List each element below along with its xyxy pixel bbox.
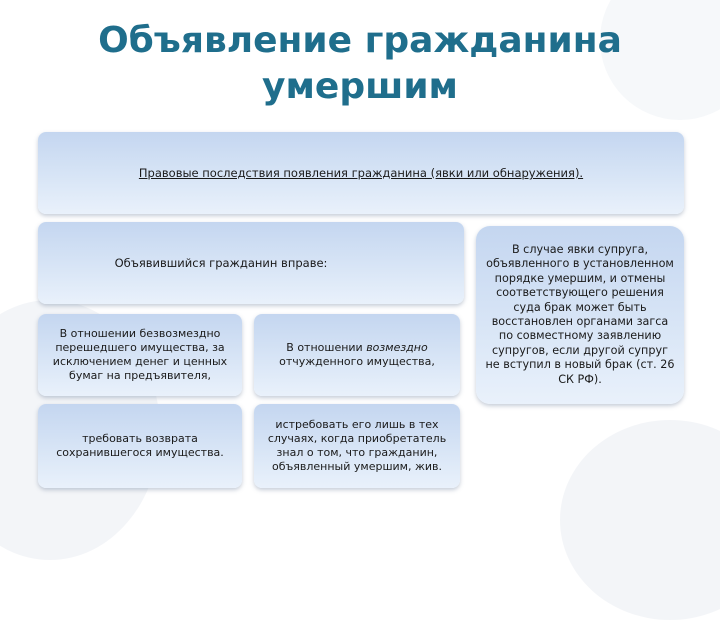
onerous-italic-word: возмездно [366, 341, 428, 354]
gratuitous-property-box [38, 314, 242, 396]
gratuitous-property-text: В отношении безвозмездно перешедшего имущества, за исключением денег и ценных бумаг на предъявителя, [52, 327, 228, 382]
marriage-restoration-text: В случае явки супруга, объявленного в установленном порядке умершим, и отмены соответствующего решения суда брак может быть восстановлен органами загса по совместному заявлению супругов, если другой супруг не вступил в новый брак (ст. 26 СК РФ). [485, 242, 675, 386]
citizen-entitled-box [38, 222, 464, 304]
demand-return-box [38, 404, 242, 488]
legal-consequences-text: Правовые последствия появления гражданина (явки или обнаружения). [138, 166, 584, 180]
legal-consequences-box [38, 132, 684, 214]
onerous-prefix: В отношении [286, 341, 367, 354]
marriage-restoration-box [476, 226, 684, 404]
slide-title: Объявление гражданина умершим [98, 20, 622, 107]
reclaim-condition-text: истребовать его лишь в тех случаях, когда приобретатель знал о том, что гражданин, объявленный умершим, жив. [267, 418, 447, 473]
background-shape [560, 420, 720, 620]
reclaim-condition-box [254, 404, 460, 488]
citizen-entitled-text: Объявившийся гражданин вправе: [114, 256, 328, 270]
onerous-suffix: отчужденного имущества, [279, 355, 435, 368]
demand-return-text: требовать возврата сохранившегося имущества. [56, 432, 224, 459]
onerous-property-text [262, 341, 452, 369]
onerous-property-box [254, 314, 460, 396]
